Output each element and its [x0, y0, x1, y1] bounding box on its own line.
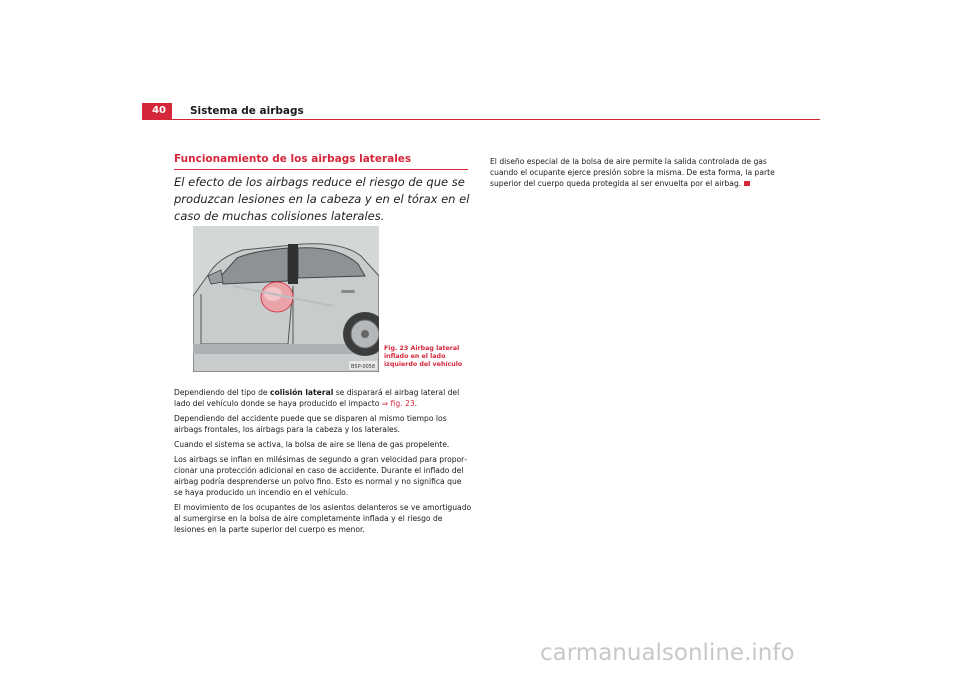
- paragraph-3: Cuando el sistema se activa, la bolsa de aire se llena de gas propelente.: [174, 440, 450, 449]
- body-left-column: [174, 387, 472, 539]
- watermark: carmanualsonline.info: [540, 640, 795, 666]
- p1-bold-term: colisión lateral: [270, 388, 334, 397]
- car-side-illustration: [193, 226, 379, 372]
- paragraph-5: El movimiento de los ocupantes de los asientos delanteros se ve amortiguado al sumergirse en la bolsa de aire completamente inflada y el riesgo de lesiones en la parte superior del cuerpo es menor.: [174, 503, 472, 534]
- paragraph-1: [174, 387, 472, 409]
- header-title: Sistema de airbags: [190, 105, 304, 117]
- paragraph-right: El diseño especial de la bolsa de aire permite la salida controlada de gas cuando el ocupante ejerce presión sobre la misma. De esta forma, la parte superior del cuerpo queda protegida al ser envuelta por el airbag.: [490, 157, 775, 188]
- section-title: Funcionamiento de los airbags laterales: [174, 152, 468, 170]
- paragraph-2: Dependiendo del accidente puede que se disparen al mismo tiempo los airbags frontales, los airbags para la cabeza y los laterales.: [174, 414, 447, 434]
- section-intro: El efecto de los airbags reduce el riesgo de que se produzcan lesiones en la cabeza y en el tórax en el caso de muchas colisiones laterales.: [174, 175, 470, 223]
- header-divider: [142, 119, 820, 120]
- figure-reference-link[interactable]: ⇒ fig. 23: [381, 399, 415, 408]
- body-right-column: [490, 156, 780, 189]
- p1-text-continued: se disparará el airbag lateral del lado del vehículo donde se haya producido el impacto: [174, 388, 460, 408]
- figure-code: B5P-0058: [351, 364, 376, 370]
- p1-end: .: [414, 399, 418, 408]
- paragraph-4: Los airbags se inflan en milésimas de segundo a gran velocidad para proporcionar una protección adicional en caso de accidente. Durante el inflado del airbag podría desprenderse un polvo fino. Esto es normal y no significa que se haya producido un incendio en el vehículo.: [174, 455, 468, 497]
- page-number: 40: [142, 103, 172, 119]
- figure-caption: Fig. 23 Airbag lateral inflado en el lado izquierdo del vehículo: [384, 345, 463, 368]
- p1-text: Dependiendo del tipo de: [174, 388, 271, 397]
- side-airbag-figure: [193, 226, 379, 372]
- section-end-marker: [744, 181, 750, 186]
